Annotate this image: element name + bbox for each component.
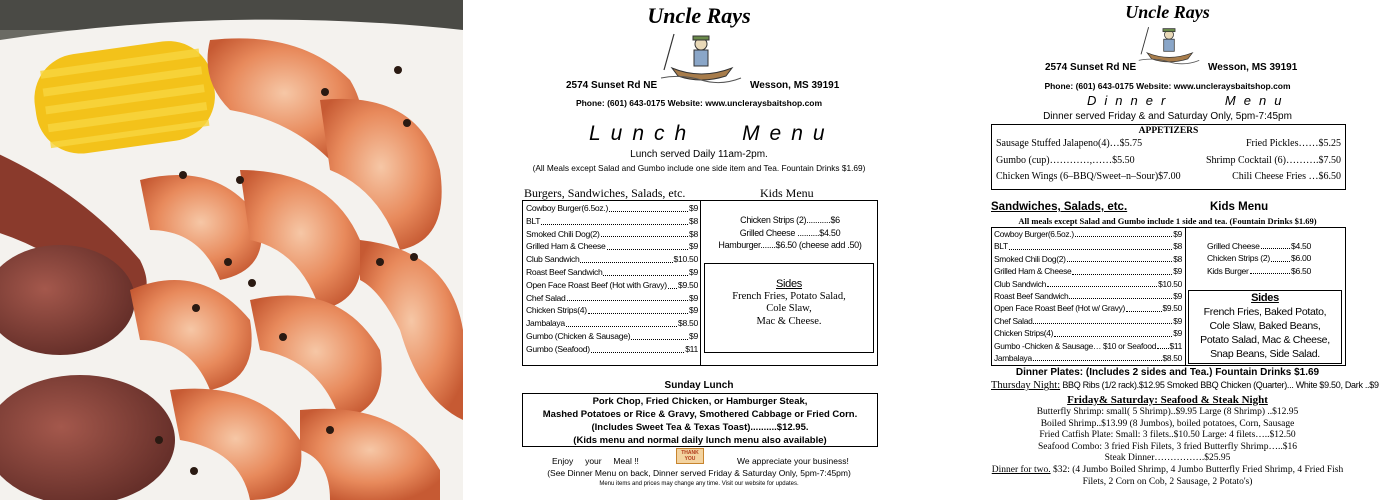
dinner-menu-title xyxy=(1087,93,1289,108)
menu-item-name: Chef Salad xyxy=(994,315,1033,326)
menu-item-price: $6.50 xyxy=(1290,265,1311,276)
menu-item-price: $11 xyxy=(685,343,698,354)
menu-item-price: $9 xyxy=(689,241,698,252)
menu-item-row xyxy=(1207,252,1311,264)
dinner-for-two-text: $32: (4 Jumbo Boiled Shrimp, 4 Jumbo Butterfly Fried Shrimp, 4 Fried Fish xyxy=(1050,465,1344,475)
menu-item-price: $6.00 xyxy=(1290,253,1311,264)
sides-line: Potato Salad, Mac & Cheese, xyxy=(1200,334,1330,346)
kids-item: Chicken Strips (2)...........$6 xyxy=(740,215,840,225)
menu-item-row xyxy=(994,290,1182,302)
menu-item-name: Open Face Roast Beef (Hot w/ Gravy) xyxy=(994,303,1125,314)
menu-item-row xyxy=(526,253,698,266)
leader-dots xyxy=(668,279,677,289)
kids-item: Grilled Cheese ..........$4.50 xyxy=(739,227,841,238)
city-state: Wesson, MS 39191 xyxy=(750,80,840,91)
thursday-text: BBQ Ribs (1/2 rack).$12.95 Smoked BBQ Chicken (Quarter)... White $9.50, Dark ..$9 xyxy=(1060,380,1379,390)
menu-item-name: Grilled Cheese xyxy=(1207,241,1260,251)
lunch-meal-note: (All Meals except Salad and Gumbo include one side item and Tea. Fountain Drinks $1.69) xyxy=(532,163,866,173)
leader-dots xyxy=(567,292,689,302)
menu-item-name: Gumbo (Chicken & Sausage) xyxy=(526,330,631,341)
sandwiches-section-header: Sandwiches, Salads, etc. xyxy=(991,201,1128,213)
menu-item-row xyxy=(1207,240,1311,252)
menu-item-name: Kids Burger xyxy=(1207,265,1249,276)
lunch-served-hours: Lunch served Daily 11am-2pm. xyxy=(630,149,768,160)
appetizer-item: Shrimp Cocktail (6)……….$7.50 xyxy=(1206,154,1341,166)
appetizer-item: Chicken Wings (6–BBQ/Sweet–n–Sour)$7.00 xyxy=(996,171,1181,182)
dinner-meal-note: All meals except Salad and Gumbo include 1 side and tea. (Fountain Drinks $1.69) xyxy=(1018,216,1317,226)
menu-item-row xyxy=(526,228,698,241)
address: 2574 Sunset Rd NE xyxy=(566,80,658,91)
menu-item-row xyxy=(994,340,1182,352)
menu-item-row xyxy=(526,279,698,292)
menu-item-row xyxy=(526,266,698,279)
menu-item-name: Gumbo -Chicken & Sausage… $10 or Seafood xyxy=(994,340,1157,351)
dinner-items-list xyxy=(994,228,1182,364)
menu-item-price: $8 xyxy=(1173,241,1182,252)
appetizers-title: APPETIZERS xyxy=(1138,126,1199,136)
box-divider xyxy=(1185,227,1186,366)
website-link[interactable]: www.uncleraysbaitshop.com xyxy=(1173,81,1291,91)
title-word-lunch: Lunch xyxy=(589,122,697,145)
sides-line: Cole Slaw, Baked Beans, xyxy=(1209,320,1321,332)
appetizer-row xyxy=(996,136,1341,153)
menu-item-name: Smoked Chili Dog(2) xyxy=(526,228,600,239)
menu-item-name: Grilled Ham & Cheese xyxy=(526,241,606,252)
sunday-line: Pork Chop, Fried Chicken, or Hamburger Steak, xyxy=(592,396,808,407)
menu-item-row xyxy=(994,327,1182,339)
leader-dots xyxy=(1157,340,1168,349)
menu-item-name: Cowboy Burger(6.5oz.) xyxy=(526,203,609,213)
appreciation-text: We appreciate your business! xyxy=(737,456,849,466)
menu-item-name: Open Face Roast Beef (Hot with Gravy) xyxy=(526,279,667,290)
leader-dots xyxy=(1009,240,1172,249)
leader-dots xyxy=(591,343,684,353)
thank-you-text: THANK YOU xyxy=(681,450,699,462)
sunday-lunch-title: Sunday Lunch xyxy=(664,380,734,391)
appetizer-item: Fried Pickles……$5.25 xyxy=(1246,138,1341,149)
leader-dots xyxy=(1033,315,1172,324)
leader-dots xyxy=(1072,265,1172,274)
menu-item-name: Roast Beef Sandwich xyxy=(526,266,603,277)
dinner-for-two xyxy=(935,464,1400,488)
box-divider xyxy=(700,200,701,366)
menu-item-price: $9 xyxy=(1173,266,1182,277)
appetizers-list xyxy=(992,136,1345,186)
menu-item-price: $9.50 xyxy=(677,279,698,290)
dinner-menu-page xyxy=(935,0,1400,500)
phone-text: Phone: (601) 643-0175 Website: xyxy=(1044,81,1172,91)
friday-saturday-title: Friday& Saturday: Seafood & Steak Night xyxy=(1067,394,1268,406)
menu-item-price: $9 xyxy=(1173,290,1182,301)
menu-item-name: Chef Salad xyxy=(526,292,566,303)
sides-line: French Fries, Potato Salad, xyxy=(732,290,846,302)
menu-item-price: $10.50 xyxy=(1158,278,1182,289)
menu-item-row xyxy=(526,343,698,356)
menu-item-price: $4.50 xyxy=(1290,241,1311,251)
appetizer-item: Sausage Stuffed Jalapeno(4)…$5.75 xyxy=(996,138,1143,149)
kids-menu-list xyxy=(704,214,876,252)
menu-item-price: $8.50 xyxy=(677,318,698,329)
menu-item-name: Jambalaya xyxy=(994,352,1032,363)
dinner-kids-list xyxy=(1207,240,1311,277)
friday-line: Steak Dinner…………….$25.95 xyxy=(1104,453,1231,463)
shrimp-plate-image xyxy=(0,0,463,500)
leader-dots xyxy=(1126,302,1162,311)
leader-dots xyxy=(541,215,688,225)
menu-item-row xyxy=(526,330,698,343)
appetizer-item: Chili Cheese Fries …$6.50 xyxy=(1232,171,1341,182)
lunch-menu-title xyxy=(589,122,835,146)
kids-section-header: Kids Menu xyxy=(1210,201,1269,213)
leader-dots xyxy=(607,240,689,250)
menu-item-name: Grilled Ham & Cheese xyxy=(994,266,1072,277)
menu-item-price: $9 xyxy=(1173,229,1182,239)
contact-line xyxy=(935,81,1400,91)
menu-item-row xyxy=(994,315,1182,327)
thank-you-badge xyxy=(676,448,704,464)
dinner-note: (See Dinner Menu on back, Dinner served Friday & Saturday Only, 5pm-7:45pm) xyxy=(547,468,851,478)
burgers-section-header: Burgers, Sandwiches, Salads, etc. xyxy=(524,186,686,200)
menu-item-name: Jambalaya xyxy=(526,318,565,329)
sides-title: Sides xyxy=(775,278,803,290)
menu-item-price: $9.50 xyxy=(1162,303,1182,314)
contact-line xyxy=(464,98,934,108)
menu-item-price: $9 xyxy=(689,305,698,316)
enjoy-text: Enjoy your Meal !! xyxy=(552,456,639,466)
fisherman-icon xyxy=(1135,24,1203,68)
sides-line: Cole Slaw, xyxy=(766,303,812,314)
kids-section-header: Kids Menu xyxy=(760,186,814,200)
menu-item-name: Chicken Strips(4) xyxy=(994,328,1054,339)
appetizer-row xyxy=(996,169,1341,186)
sunday-line: (Kids menu and normal daily lunch menu also available) xyxy=(573,435,827,446)
menu-item-row xyxy=(526,240,698,253)
lunch-menu-page xyxy=(464,0,934,500)
leader-dots xyxy=(1271,252,1290,261)
dinner-plates-title: Dinner Plates: (Includes 2 sides and Tea.) Fountain Drinks $1.69 xyxy=(1015,367,1320,378)
sides-box xyxy=(704,263,874,353)
menu-item-name: Gumbo (Seafood) xyxy=(526,343,590,354)
menu-item-name: Chicken Strips(4) xyxy=(526,305,587,316)
menu-item-row xyxy=(994,253,1182,265)
address: 2574 Sunset Rd NE xyxy=(1045,62,1137,73)
dinner-for-two-text2: Filets, 2 Corn on Cob, 2 Sausage, 2 Potato's) xyxy=(1082,477,1253,487)
menu-item-name: BLT xyxy=(994,241,1008,252)
title-word-menu: Menu xyxy=(1224,93,1290,108)
menu-item-name: Smoked Chili Dog(2) xyxy=(994,253,1066,264)
restaurant-logo: Uncle Rays xyxy=(647,3,751,28)
website-link[interactable]: www.uncleraysbaitshop.com xyxy=(705,98,823,108)
leader-dots xyxy=(1054,327,1172,336)
sides-line: French Fries, Baked Potato, xyxy=(1203,306,1327,318)
title-word-menu: Menu xyxy=(742,122,835,145)
appetizer-item: Gumbo (cup)…………,……$5.50 xyxy=(996,154,1135,166)
restaurant-logo: Uncle Rays xyxy=(1125,2,1210,22)
leader-dots xyxy=(609,202,688,212)
sunday-line: (Includes Sweet Tea & Texas Toast)..........$12.95. xyxy=(591,422,809,433)
menu-item-row xyxy=(526,215,698,228)
friday-line: Butterfly Shrimp: small( 5 Shrimp)..$9.95 Large (8 Shrimp) ..$12.95 xyxy=(1036,407,1299,417)
menu-item-price: $9 xyxy=(689,330,698,341)
dinner-served-hours: Dinner served Friday & and Saturday Only, 5pm-7:45pm xyxy=(1043,111,1292,122)
food-photo xyxy=(0,0,463,500)
menu-item-price: $8 xyxy=(1173,253,1182,264)
fine-print: Menu items and prices may change any time. Visit our website for updates. xyxy=(599,481,799,487)
menu-item-price: $10.50 xyxy=(673,254,698,265)
menu-item-name: Club Sandwich xyxy=(994,278,1046,289)
leader-dots xyxy=(601,228,688,238)
menu-item-row xyxy=(526,304,698,317)
menu-item-row xyxy=(994,302,1182,314)
menu-item-name: Cowboy Burger(6.5oz.) xyxy=(994,229,1074,239)
menu-item-price: $9 xyxy=(689,292,698,303)
sides-box xyxy=(1188,290,1342,364)
leader-dots xyxy=(580,253,672,263)
menu-item-price: $9 xyxy=(689,203,698,213)
leader-dots xyxy=(1261,240,1290,249)
fisherman-icon xyxy=(656,30,746,88)
appetizers-box xyxy=(991,124,1346,190)
menu-item-row xyxy=(526,317,698,330)
menu-item-row xyxy=(994,352,1182,364)
kids-item: Hamburger.......$6.50 (cheese add .50) xyxy=(718,240,862,250)
appetizer-row xyxy=(996,153,1341,170)
leader-dots xyxy=(1067,253,1173,262)
dinner-for-two-label: Dinner for two. xyxy=(991,465,1051,475)
menu-item-name: Chicken Strips (2) xyxy=(1207,253,1270,264)
menu-item-price: $9 xyxy=(1173,315,1182,326)
sides-line: Mac & Cheese. xyxy=(756,315,822,327)
menu-item-price: $11 xyxy=(1169,340,1182,351)
menu-item-name: BLT xyxy=(526,215,541,226)
menu-item-row xyxy=(994,228,1182,240)
leader-dots xyxy=(588,304,688,314)
menu-item-row xyxy=(526,202,698,215)
title-word-dinner: Dinner xyxy=(1087,93,1174,108)
sides-line: Snap Beans, Side Salad. xyxy=(1210,348,1320,360)
menu-item-price: $8 xyxy=(689,215,698,226)
leader-dots xyxy=(1069,290,1172,299)
thursday-label: Thursday Night: xyxy=(991,380,1061,391)
menu-item-price: $9 xyxy=(1173,328,1182,339)
phone-text: Phone: (601) 643-0175 Website: xyxy=(575,98,703,108)
menu-item-name: Roast Beef Sandwich xyxy=(994,290,1069,301)
leader-dots xyxy=(603,266,688,276)
lunch-items-list xyxy=(526,202,698,356)
friday-line: Fried Catfish Plate: Small: 3 filets..$10.50 Large: 4 filets…..$12.50 xyxy=(1039,430,1296,440)
sides-title: Sides xyxy=(1251,292,1279,304)
menu-item-row xyxy=(994,278,1182,290)
menu-item-price: $9 xyxy=(689,266,698,277)
menu-item-row xyxy=(526,292,698,305)
leader-dots xyxy=(631,330,688,340)
leader-dots xyxy=(1033,352,1162,361)
menu-item-price: $8 xyxy=(689,228,698,239)
sunday-line: Mashed Potatoes or Rice & Gravy, Smothered Cabbage or Fried Corn. xyxy=(542,409,858,420)
menu-item-row xyxy=(994,265,1182,277)
menu-item-row xyxy=(1207,265,1311,277)
leader-dots xyxy=(566,317,677,327)
city-state: Wesson, MS 39191 xyxy=(1208,62,1298,73)
leader-dots xyxy=(1250,265,1290,274)
friday-line: Boiled Shrimp..$13.99 (8 Jumbos), boiled potatoes, Corn, Sausage xyxy=(1040,418,1295,429)
leader-dots xyxy=(1075,228,1172,237)
leader-dots xyxy=(1047,278,1157,287)
sunday-lunch-box xyxy=(522,393,878,447)
menu-item-name: Club Sandwich xyxy=(526,254,580,265)
friday-line: Seafood Combo: 3 fried Fish Filets, 3 fried Butterfly Shrimp…..$16 xyxy=(1037,441,1298,452)
menu-item-row xyxy=(994,240,1182,252)
thursday-line xyxy=(991,380,1400,391)
menu-item-price: $8.50 xyxy=(1162,352,1182,363)
friday-saturday-list xyxy=(935,407,1400,465)
